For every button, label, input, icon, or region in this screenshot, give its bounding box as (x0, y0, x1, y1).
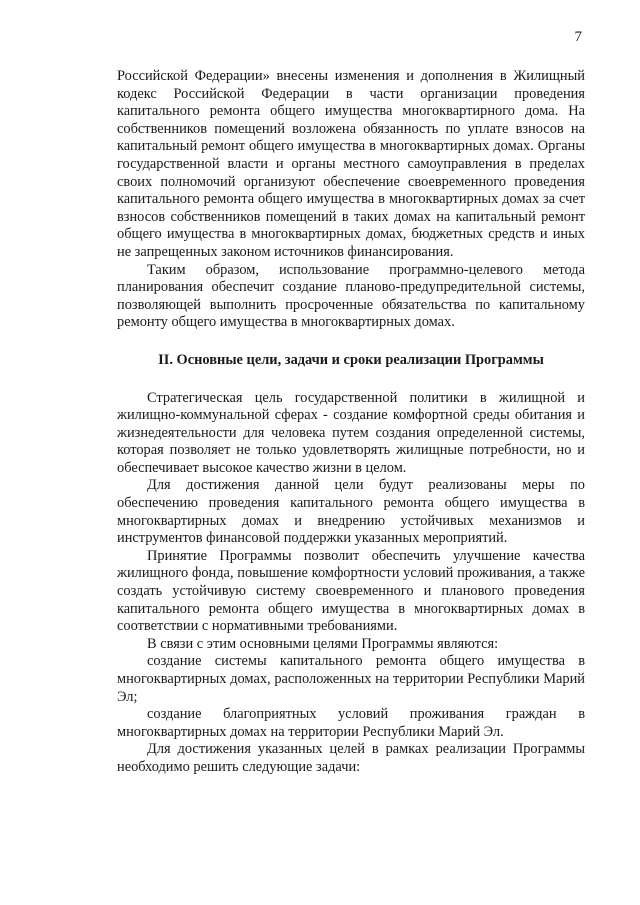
goal-item-1: создание системы капитального ремонта общего имущества в многоквартирных домах, расположенных на территории Республики Марий Эл; (117, 653, 585, 705)
paragraph-goals-intro: В связи с этим основными целями Программы являются: (147, 635, 499, 652)
section-heading: II. Основные цели, задачи и сроки реализации Программы (158, 351, 544, 368)
goal-item-2: создание благоприятных условий проживания граждан в многоквартирных домах на территории Республики Марий Эл. (117, 706, 585, 740)
paragraph-program-adoption: Принятие Программы позволит обеспечить улучшение качества жилищного фонда, повышение комфортности условий проживания, а также создать устойчивую систему своевременного и планового проведения капитального ремонта общего имущества в многоквартирных домах в соответствии с нормативными требованиями. (117, 547, 585, 635)
paragraph-strategic-goal: Стратегическая цель государственной политики в жилищной и жилищно-коммунальной сферах - создание комфортной среды обитания и жизнедеятельности для человека путем создания определенной системы, которая позволяет не только удовлетворять жилищные потребности, но и обеспечивает высокое качество жизни в целом. (117, 389, 585, 476)
page-number: 7 (574, 29, 582, 45)
paragraph-intro: Российской Федерации» внесены изменения и дополнения в Жилищный кодекс Российской Федерации в части организации проведения капитального ремонта общего имущества многоквартирного дома. На собственников помещений возложена обязанность по уплате взносов на капитальный ремонт общего имущества в многоквартирных домах. Органы государственной власти и органы местного самоуправления в пределах своих полномочий организуют обеспечение своевременного проведения капитального ремонта общего имущества в многоквартирных домах за счет взносов собственников помещений в таких домах на капитальный ремонт общего имущества в многоквартирных домах, бюджетных средств и иных не запрещенных законом источников финансирования. (117, 68, 585, 260)
paragraph-tasks-intro: Для достижения указанных целей в рамках реализации Программы необходимо решить следующие задачи: (117, 741, 585, 775)
paragraph-method: Таким образом, использование программно-целевого метода планирования обеспечит создание планово-предупредительной системы, позволяющей выполнить просроченные обязательства по капитальному ремонту общего имущества в многоквартирных домах. (117, 261, 585, 331)
document-body (117, 68, 585, 777)
paragraph-measures: Для достижения данной цели будут реализованы меры по обеспечению проведения капитального ремонта общего имущества в многоквартирных домах и внедрению устойчивых механизмов и инструментов финансовой поддержки указанных мероприятий. (117, 477, 585, 547)
